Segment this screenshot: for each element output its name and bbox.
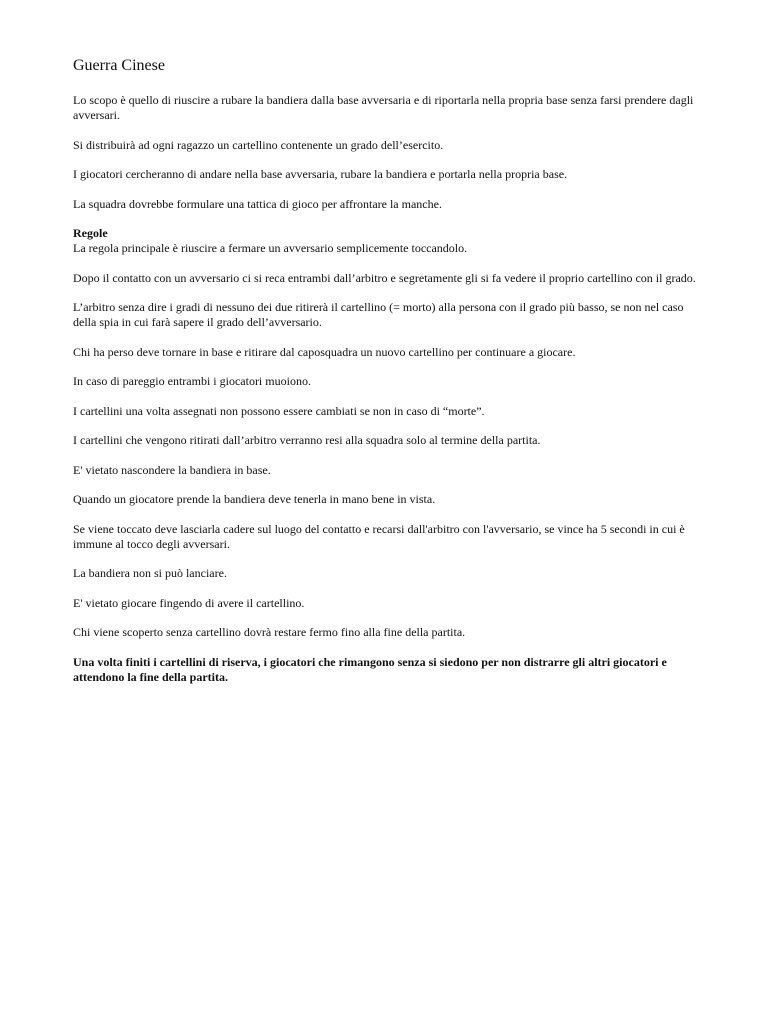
intro-paragraph: La squadra dovrebbe formulare una tattica di gioco per affrontare la manche. — [73, 196, 442, 211]
rule-paragraph: I cartellini che vengono ritirati dall’arbitro verranno resi alla squadra solo al termine della partita. — [73, 433, 541, 447]
rule-paragraph: Chi ha perso deve tornare in base e ritirare dal caposquadra un nuovo cartellino per continuare a giocare. — [73, 344, 576, 359]
document-title: Guerra Cinese — [73, 57, 165, 74]
rule-paragraph: L’arbitro senza dire i gradi di nessuno dei due ritirerà il cartellino (= morto) alla persona con il grado più basso, se non nel caso della spia in cui farà sapere il grado dell’avversario. — [73, 300, 684, 329]
rule-paragraph: E' vietato nascondere la bandiera in base. — [73, 462, 271, 477]
rule-paragraph: La regola principale è riuscire a fermare un avversario semplicemente toccandolo. — [73, 241, 468, 255]
document-page — [73, 56, 703, 699]
rule-paragraph: E' vietato giocare fingendo di avere il cartellino. — [73, 595, 305, 610]
rule-paragraph: Dopo il contatto con un avversario ci si reca entrambi dall’arbitro e segretamente gli si fa vedere il proprio cartellino con il grado. — [73, 270, 696, 285]
rule-paragraph: Se viene toccato deve lasciarla cadere sul luogo del contatto e recarsi dall'arbitro con l'avversario, se vince ha 5 secondi in cui è immune al tocco degli avversari. — [73, 521, 685, 551]
rule-paragraph: La bandiera non si può lanciare. — [73, 566, 227, 580]
rule-paragraph: In caso di pareggio entrambi i giocatori muoiono. — [73, 374, 311, 388]
intro-paragraph: I giocatori cercheranno di andare nella base avversaria, rubare la bandiera e portarla nella propria base. — [73, 167, 568, 181]
intro-paragraph: Si distribuirà ad ogni ragazzo un cartellino contenente un grado dell’esercito. — [73, 137, 444, 152]
closing-bold-paragraph: Una volta finiti i cartellini di riserva, i giocatori che rimangono senza si siedono per non distrarre gli altri giocatori e attendono la fine della partita. — [73, 654, 667, 684]
rule-paragraph: Quando un giocatore prende la bandiera deve tenerla in mano bene in vista. — [73, 492, 436, 506]
rules-heading: Regole — [73, 226, 108, 240]
rule-paragraph: I cartellini una volta assegnati non possono essere cambiati se non in caso di “morte”. — [73, 403, 485, 418]
rule-paragraph: Chi viene scoperto senza cartellino dovrà restare fermo fino alla fine della partita. — [73, 625, 466, 639]
intro-paragraph: Lo scopo è quello di riuscire a rubare la bandiera dalla base avversaria e di riportarla nella propria base senza farsi prendere dagli avversari. — [73, 93, 694, 122]
